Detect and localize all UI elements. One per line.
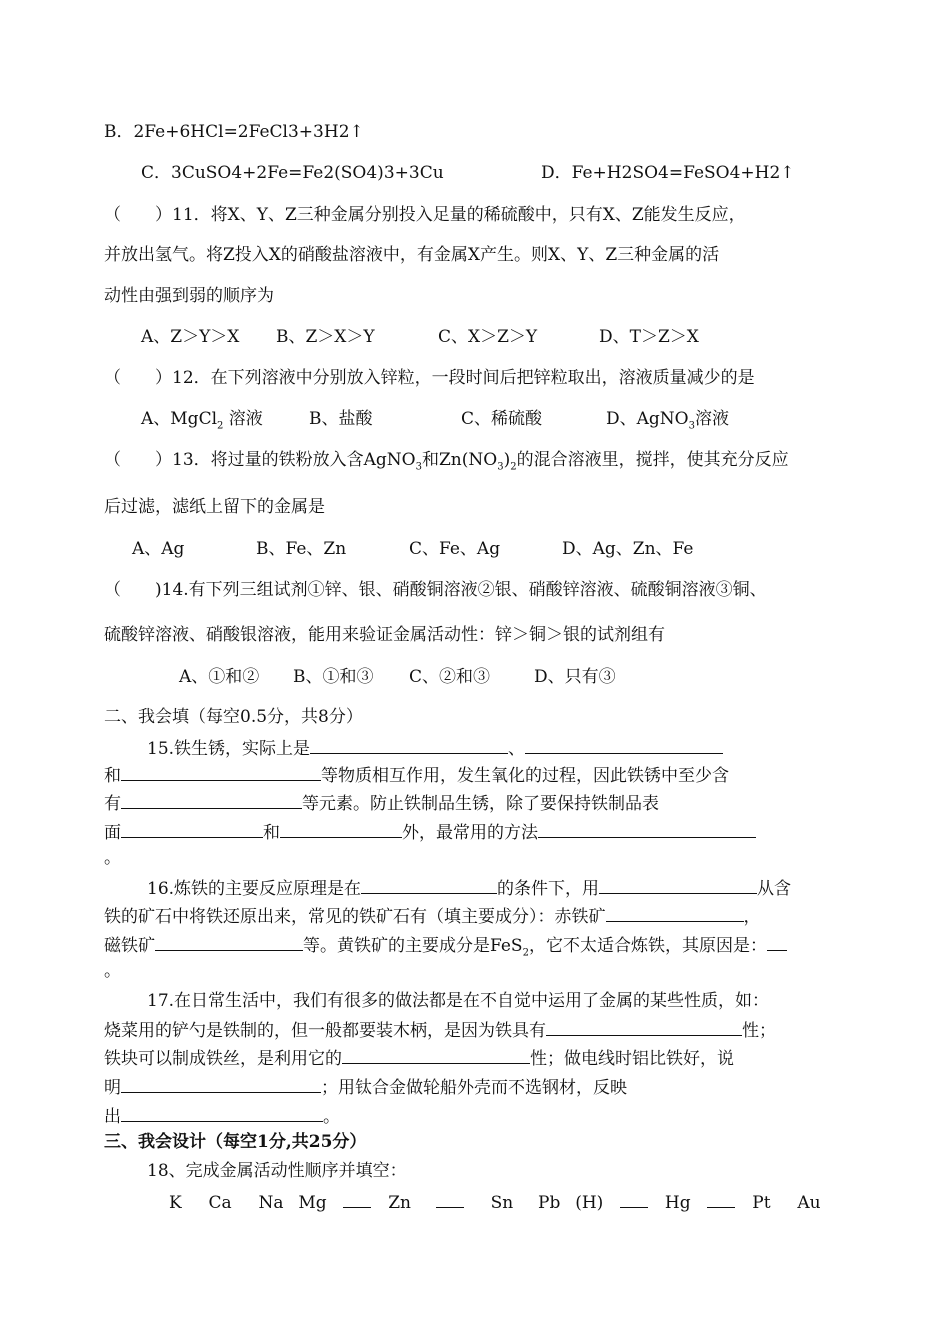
q11-line-3: 动性由强到弱的顺序为 [104,286,274,306]
q13-line-1: （ ）13．将过量的铁粉放入含AgNO$_3$和$Zn(NO_3)_2$的混合溶液里，搅拌，使其充分反应 [104,450,789,473]
q13-option-b: B、Fe、Zn [256,539,347,559]
q13-line-2: 后过滤，滤纸上留下的金属是 [104,497,325,517]
q14-option-b: B、①和③ [293,667,374,687]
q15-blank-6[interactable] [280,820,402,838]
q14-option-a: A、①和② [179,667,260,687]
q16-line-2: 铁的矿石中将铁还原出来，常见的铁矿石有（填主要成分）：赤铁矿 ， [104,904,761,928]
q13-option-d: D、Ag、Zn、Fe [562,539,694,559]
section-3-heading: 三、我会设计（每空1分,共25分） [104,1132,367,1152]
metal-zn: Zn [388,1193,411,1213]
q15-blank-2[interactable] [525,736,723,754]
q17-line-4: 明 ；用钛合金做轮船外壳而不选钢材，反映 [104,1075,627,1099]
q16-blank-1[interactable] [361,876,497,894]
q17-blank-2[interactable] [342,1046,530,1064]
q11-option-c: C、X＞Z＞Y [438,327,538,347]
hydrogen: (H) [575,1193,604,1213]
metal-mg: Mg [298,1193,327,1213]
metal-ca: Ca [208,1193,232,1213]
q17-line-5: 出 。 [104,1104,340,1128]
q14-option-c: C、②和③ [409,667,491,687]
q17-blank-4[interactable] [121,1104,323,1122]
metal-pb: Pb [538,1193,561,1213]
q16-line-1: 16.炼铁的主要反应原理是在 的条件下，用 从含 [147,876,791,900]
q15-line-4: 面 和 外，最常用的方法 [104,820,756,844]
q15-line-5: 。 [104,848,121,868]
q15-blank-3[interactable] [121,763,321,781]
q15-blank-4[interactable] [121,791,302,809]
q12-option-b: B、盐酸 [309,409,373,429]
q13-option-a: A、Ag [132,539,185,559]
q14-line-1: （ )14.有下列三组试剂①锌、银、硝酸铜溶液②银、硝酸锌溶液、硫酸铜溶液③铜、 [104,580,767,600]
q15-line-3: 有 等元素。防止铁制品生锈，除了要保持铁制品表 [104,791,659,815]
q11-option-a: A、Z＞Y＞X [141,327,240,347]
q12-option-d: D、AgNO$_3$溶液 [606,409,729,432]
q11-line-2: 并放出氢气。将Z投入X的硝酸盐溶液中，有金属X产生。则X、Y、Z三种金属的活 [104,245,720,265]
q11-line-1: （ ）11．将X、Y、Z三种金属分别投入足量的稀硫酸中，只有X、Z能发生反应， [104,205,746,225]
q17-line-3: 铁块可以制成铁丝，是利用它的 性；做电线时铝比铁好，说 [104,1046,734,1070]
metal-pt: Pt [752,1193,771,1213]
q14-line-2: 硫酸锌溶液、硝酸银溶液，能用来验证金属活动性：锌＞铜＞银的试剂组有 [104,625,665,645]
metal-au: Au [797,1193,821,1213]
q13-option-c: C、Fe、Ag [409,539,501,559]
q18-blank-4[interactable] [707,1190,735,1208]
q10-option-d: D．Fe+H2SO4=FeSO4+H2↑ [541,163,795,183]
q16-blank-4[interactable] [155,933,303,951]
q15-blank-5[interactable] [121,820,263,838]
q10-option-b: B．2Fe+6HCl=2FeCl3+3H2↑ [104,122,364,142]
q16-blank-5[interactable] [767,933,787,951]
q15-blank-1[interactable] [310,736,508,754]
q11-option-b: B、Z＞X＞Y [276,327,375,347]
q10-option-c: C．3CuSO4+2Fe=Fe2(SO4)3+3Cu [141,163,444,183]
q18-blank-3[interactable] [620,1190,648,1208]
q16-line-4: 。 [104,961,121,981]
q17-line-2: 烧菜用的铲勺是铁制的，但一般都要装木柄，是因为铁具有 性； [104,1018,776,1042]
q16-blank-2[interactable] [599,876,757,894]
q17-blank-1[interactable] [546,1018,742,1036]
q15-line-2: 和 等物质相互作用，发生氧化的过程，因此铁锈中至少含 [104,763,729,787]
metal-k: K [169,1193,182,1213]
q17-line-1: 17.在日常生活中，我们有很多的做法都是在不自觉中运用了金属的某些性质，如： [147,991,770,1011]
metal-na: Na [258,1193,284,1213]
q16-line-3: 磁铁矿 等。黄铁矿的主要成分是FeS$_2$，它不太适合炼铁，其原因是： [104,933,787,957]
q18-title: 18、完成金属活动性顺序并填空： [147,1161,407,1181]
q18-blank-1[interactable] [343,1190,371,1208]
q17-blank-3[interactable] [121,1075,321,1093]
q16-blank-3[interactable] [606,904,744,922]
q11-option-d: D、T＞Z＞X [599,327,699,347]
metal-sn: Sn [490,1193,514,1213]
q12-option-c: C、稀硫酸 [461,409,543,429]
q12-option-a: A、MgCl$_2$ 溶液 [141,409,263,432]
q18-blank-2[interactable] [436,1190,464,1208]
q18-activity-series [169,1190,821,1214]
section-2-heading: 二、我会填（每空0.5分，共8分） [104,707,363,727]
q12-line-1: （ ）12．在下列溶液中分别放入锌粒，一段时间后把锌粒取出，溶液质量减少的是 [104,368,755,388]
q15-line-1: 15.铁生锈，实际上是 、 [147,736,723,760]
q14-option-d: D、只有③ [534,667,616,687]
q15-blank-7[interactable] [538,820,756,838]
metal-hg: Hg [664,1193,691,1213]
